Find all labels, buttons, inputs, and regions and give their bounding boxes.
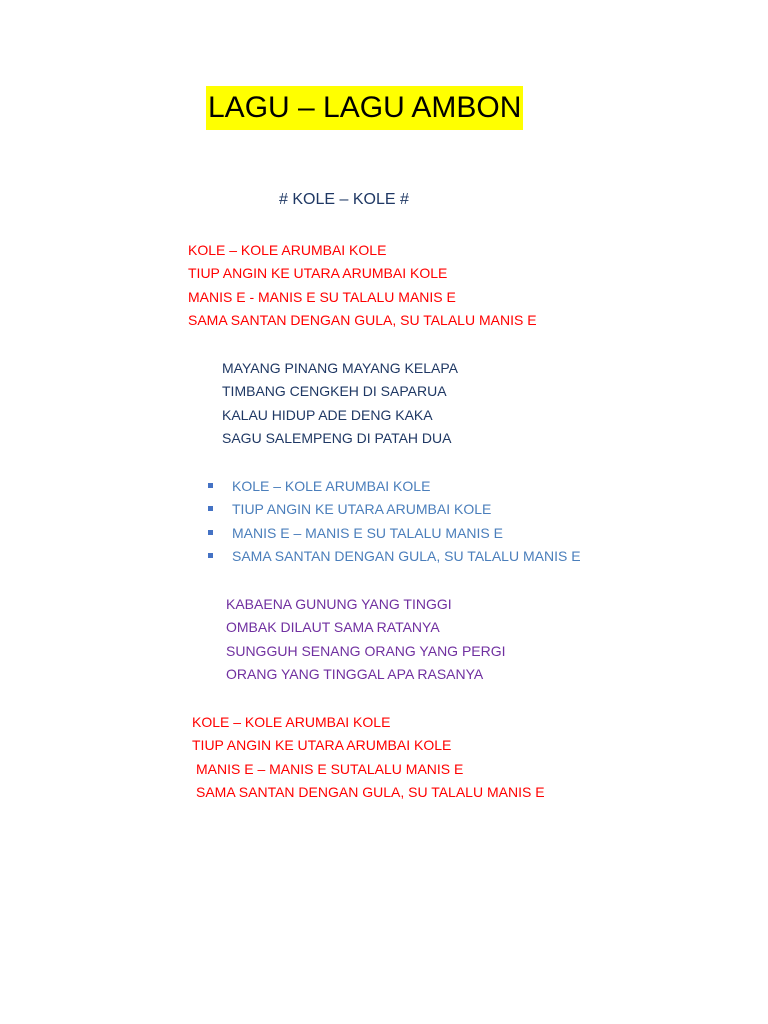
verse-stanza-1 bbox=[222, 357, 458, 451]
lyric-line: SAMA SANTAN DENGAN GULA, SU TALALU MANIS E bbox=[196, 784, 545, 801]
lyric-line: KALAU HIDUP ADE DENG KAKA bbox=[222, 406, 433, 423]
lyric-line: KOLE – KOLE ARUMBAI KOLE bbox=[188, 242, 387, 258]
square-bullet-icon bbox=[208, 483, 213, 488]
lyric-line: SAGU SALEMPENG DI PATAH DUA bbox=[222, 430, 452, 447]
page-title: LAGU – LAGU AMBON bbox=[206, 86, 523, 130]
verse-stanza-2 bbox=[226, 593, 506, 687]
lyric-line: ORANG YANG TINGGAL APA RASANYA bbox=[226, 666, 484, 683]
lyric-line: KOLE – KOLE ARUMBAI KOLE bbox=[192, 714, 391, 730]
lyric-line: SUNGGUH SENANG ORANG YANG PERGI bbox=[226, 642, 506, 659]
lyric-line: MANIS E – MANIS E SUTALALU MANIS E bbox=[196, 760, 464, 777]
lyric-line: MANIS E - MANIS E SU TALALU MANIS E bbox=[188, 288, 456, 305]
bulleted-list-item bbox=[208, 498, 581, 521]
lyric-line: KOLE – KOLE ARUMBAI KOLE bbox=[232, 478, 431, 494]
chorus-stanza-1 bbox=[188, 239, 537, 333]
lyric-line: SAMA SANTAN DENGAN GULA, SU TALALU MANIS E bbox=[232, 548, 581, 565]
lyric-line: TIUP ANGIN KE UTARA ARUMBAI KOLE bbox=[188, 265, 448, 282]
bulleted-list-item bbox=[208, 545, 581, 568]
square-bullet-icon bbox=[208, 553, 213, 558]
lyric-line: KABAENA GUNUNG YANG TINGGI bbox=[226, 596, 452, 612]
bulleted-chorus-stanza bbox=[208, 475, 581, 569]
lyric-line: MAYANG PINANG MAYANG KELAPA bbox=[222, 360, 458, 376]
square-bullet-icon bbox=[208, 530, 213, 535]
chorus-stanza-2 bbox=[192, 711, 545, 805]
lyric-line: TIUP ANGIN KE UTARA ARUMBAI KOLE bbox=[232, 501, 492, 518]
lyric-line: OMBAK DILAUT SAMA RATANYA bbox=[226, 619, 440, 636]
song-title: # KOLE – KOLE # bbox=[279, 191, 409, 208]
lyric-line: MANIS E – MANIS E SU TALALU MANIS E bbox=[232, 524, 503, 541]
lyric-line: SAMA SANTAN DENGAN GULA, SU TALALU MANIS E bbox=[188, 312, 537, 329]
lyric-line: TIUP ANGIN KE UTARA ARUMBAI KOLE bbox=[192, 737, 452, 754]
bulleted-list-item bbox=[208, 522, 581, 545]
square-bullet-icon bbox=[208, 506, 213, 511]
bulleted-list-item bbox=[208, 475, 581, 498]
lyric-line: TIMBANG CENGKEH DI SAPARUA bbox=[222, 383, 447, 400]
